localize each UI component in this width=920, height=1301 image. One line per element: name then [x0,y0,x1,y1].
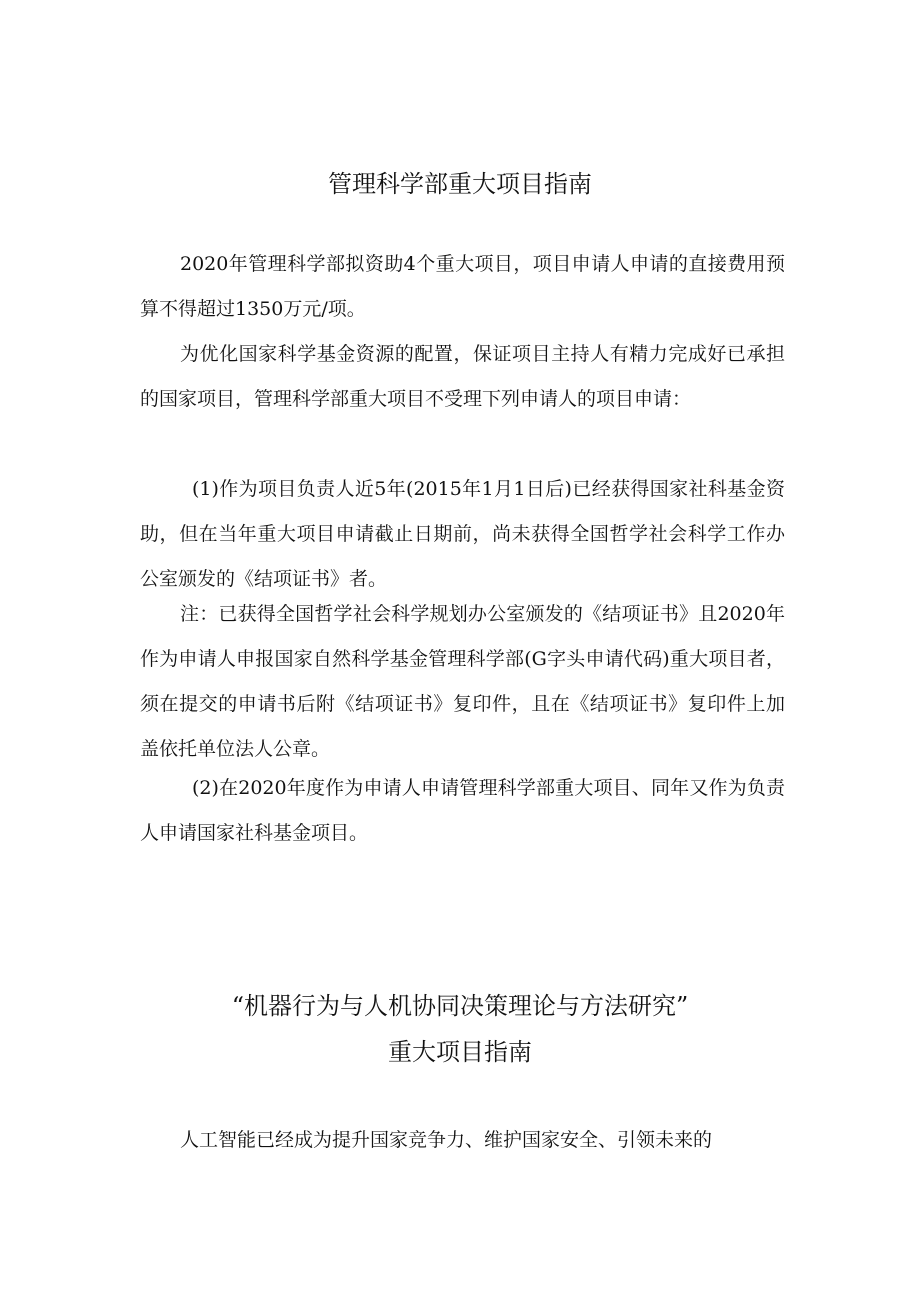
section-title: 管理科学部重大项目指南 [328,170,592,198]
paragraph-item-1: (1)作为项目负责人近5年(2015年1月1日后)已经获得国家社科基金资助，但在当年重大项目申请截止日期前，尚未获得全国哲学社会科学工作办公室颁发的《结项证书》者。 [140,478,785,590]
paragraph-funding: 2020年管理科学部拟资助4个重大项目，项目申请人申请的直接费用预算不得超过1350万元/项。 [140,253,785,320]
guide-title-line1: “机器行为与人机协同决策理论与方法研究” [231,992,689,1020]
paragraph-note: 注：已获得全国哲学社会科学规划办公室颁发的《结项证书》且2020年作为申请人申报国家自然科学基金管理科学部(G字头申请代码)重大项目者，须在提交的申请书后附《结项证书》复印件，且在《结项证书》复印件上加盖依托单位法人公章。 [140,603,785,760]
paragraph-ai-intro: 人工智能已经成为提升国家竞争力、维护国家安全、引领未来的 [180,1129,713,1151]
paragraph-item-2: (2)在2020年度作为申请人申请管理科学部重大项目、同年又作为负责人申请国家社科基金项目。 [140,777,785,844]
guide-title-line2: 重大项目指南 [388,1038,532,1066]
paragraph-restrictions: 为优化国家科学基金资源的配置，保证项目主持人有精力完成好已承担的国家项目，管理科学部重大项目不受理下列申请人的项目申请： [140,343,785,410]
